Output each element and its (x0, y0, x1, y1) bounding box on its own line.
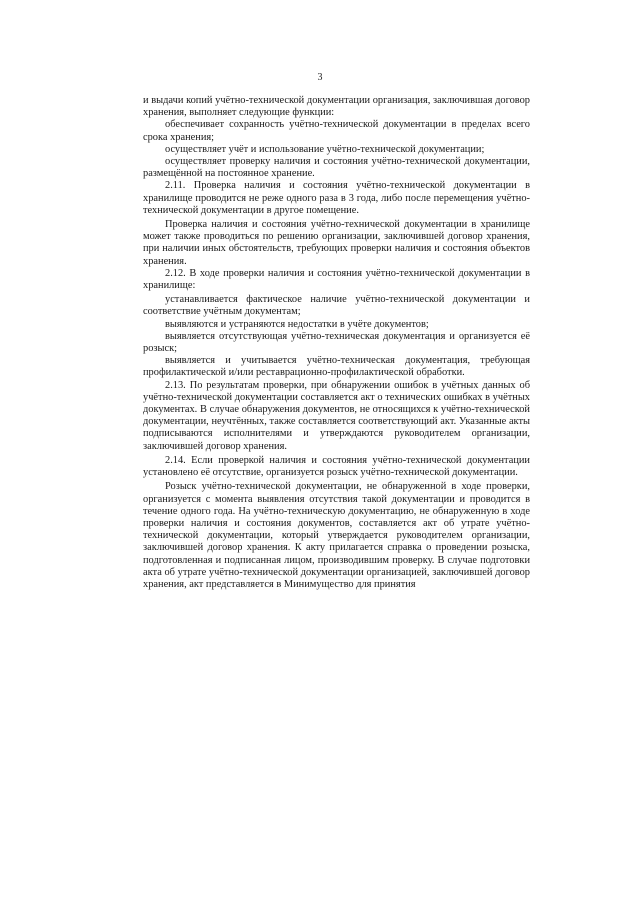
paragraph-2-12-item-2: выявляются и устраняются недостатки в учёте документов; (165, 318, 429, 330)
document-body (143, 95, 530, 591)
paragraph-2-14: 2.14. Если проверкой наличия и состояния учётно-технической документации установлено её отсутствие, организуется розыск учётно-технической документации. (143, 454, 530, 479)
page-number: 3 (317, 72, 323, 83)
paragraph-2-12: 2.12. В ходе проверки наличия и состояния учётно-технической документации в хранилище: (143, 267, 530, 292)
paragraph-function-2: осуществляет учёт и использование учётно-технической документации; (165, 143, 485, 155)
paragraph-2-12-item-1: устанавливается фактическое наличие учётно-технической документации и соответствие учётным документам; (143, 294, 530, 318)
paragraph-2-11: 2.11. Проверка наличия и состояния учётно-технической документации в хранилище проводится не реже одного раза в 3 года, либо после перемещения учётно-технической документации в другое помещение. (143, 180, 530, 216)
paragraph-function-3: осуществляет проверку наличия и состояния учётно-технической документации, размещённой на постоянное хранение. (143, 156, 530, 180)
paragraph-continuation: и выдачи копий учётно-технической документации организация, заключившая договор хранения, выполняет следующие функции: (143, 95, 530, 119)
paragraph-2-13: 2.13. По результатам проверки, при обнаружении ошибок в учётных данных об учётно-технической документации составляется акт о технических ошибках в учётных документах. В случае обнаружения документов, не относящихся к учётно-технической документации, неучтённых, также составляется соответствующий акт. Указанные акты подписываются исполнителями и утверждаются руководителем организации, заключившей договор хранения. (143, 379, 530, 452)
paragraph-function-1: обеспечивает сохранность учётно-технической документации в пределах всего срока хранения; (143, 119, 530, 143)
paragraph-search: Розыск учётно-технической документации, не обнаруженной в ходе проверки, организуется с момента выявления отсутствия такой документации и проводится в течение одного года. На учётно-техническую документацию, не обнаруженную в ходе проверки наличия и состояния документов, составляется акт об утрате учётно-технической документации, который утверждается руководителем организации, заключившей договор хранения. К акту прилагается справка о проведении розыска, подготовленная и подписанная лицом, производившим проверку. В случае подготовки акта об утрате учётно-технической документации организацией, заключившей договор хранения, акт представляется в Минимущество для принятия (143, 481, 530, 590)
paragraph-2-11-continued: Проверка наличия и состояния учётно-технической документации в хранилище может также проводиться по решению организации, заключившей договор хранения, при наличии иных обстоятельств, требующих проверки наличия и состояния объектов хранения. (143, 219, 530, 267)
paragraph-2-12-item-4: выявляется и учитывается учётно-техническая документация, требующая профилактической и/или реставрационно-профилактической обработки. (143, 355, 530, 379)
paragraph-2-12-item-3: выявляется отсутствующая учётно-техническая документация и организуется её розыск; (143, 330, 530, 355)
